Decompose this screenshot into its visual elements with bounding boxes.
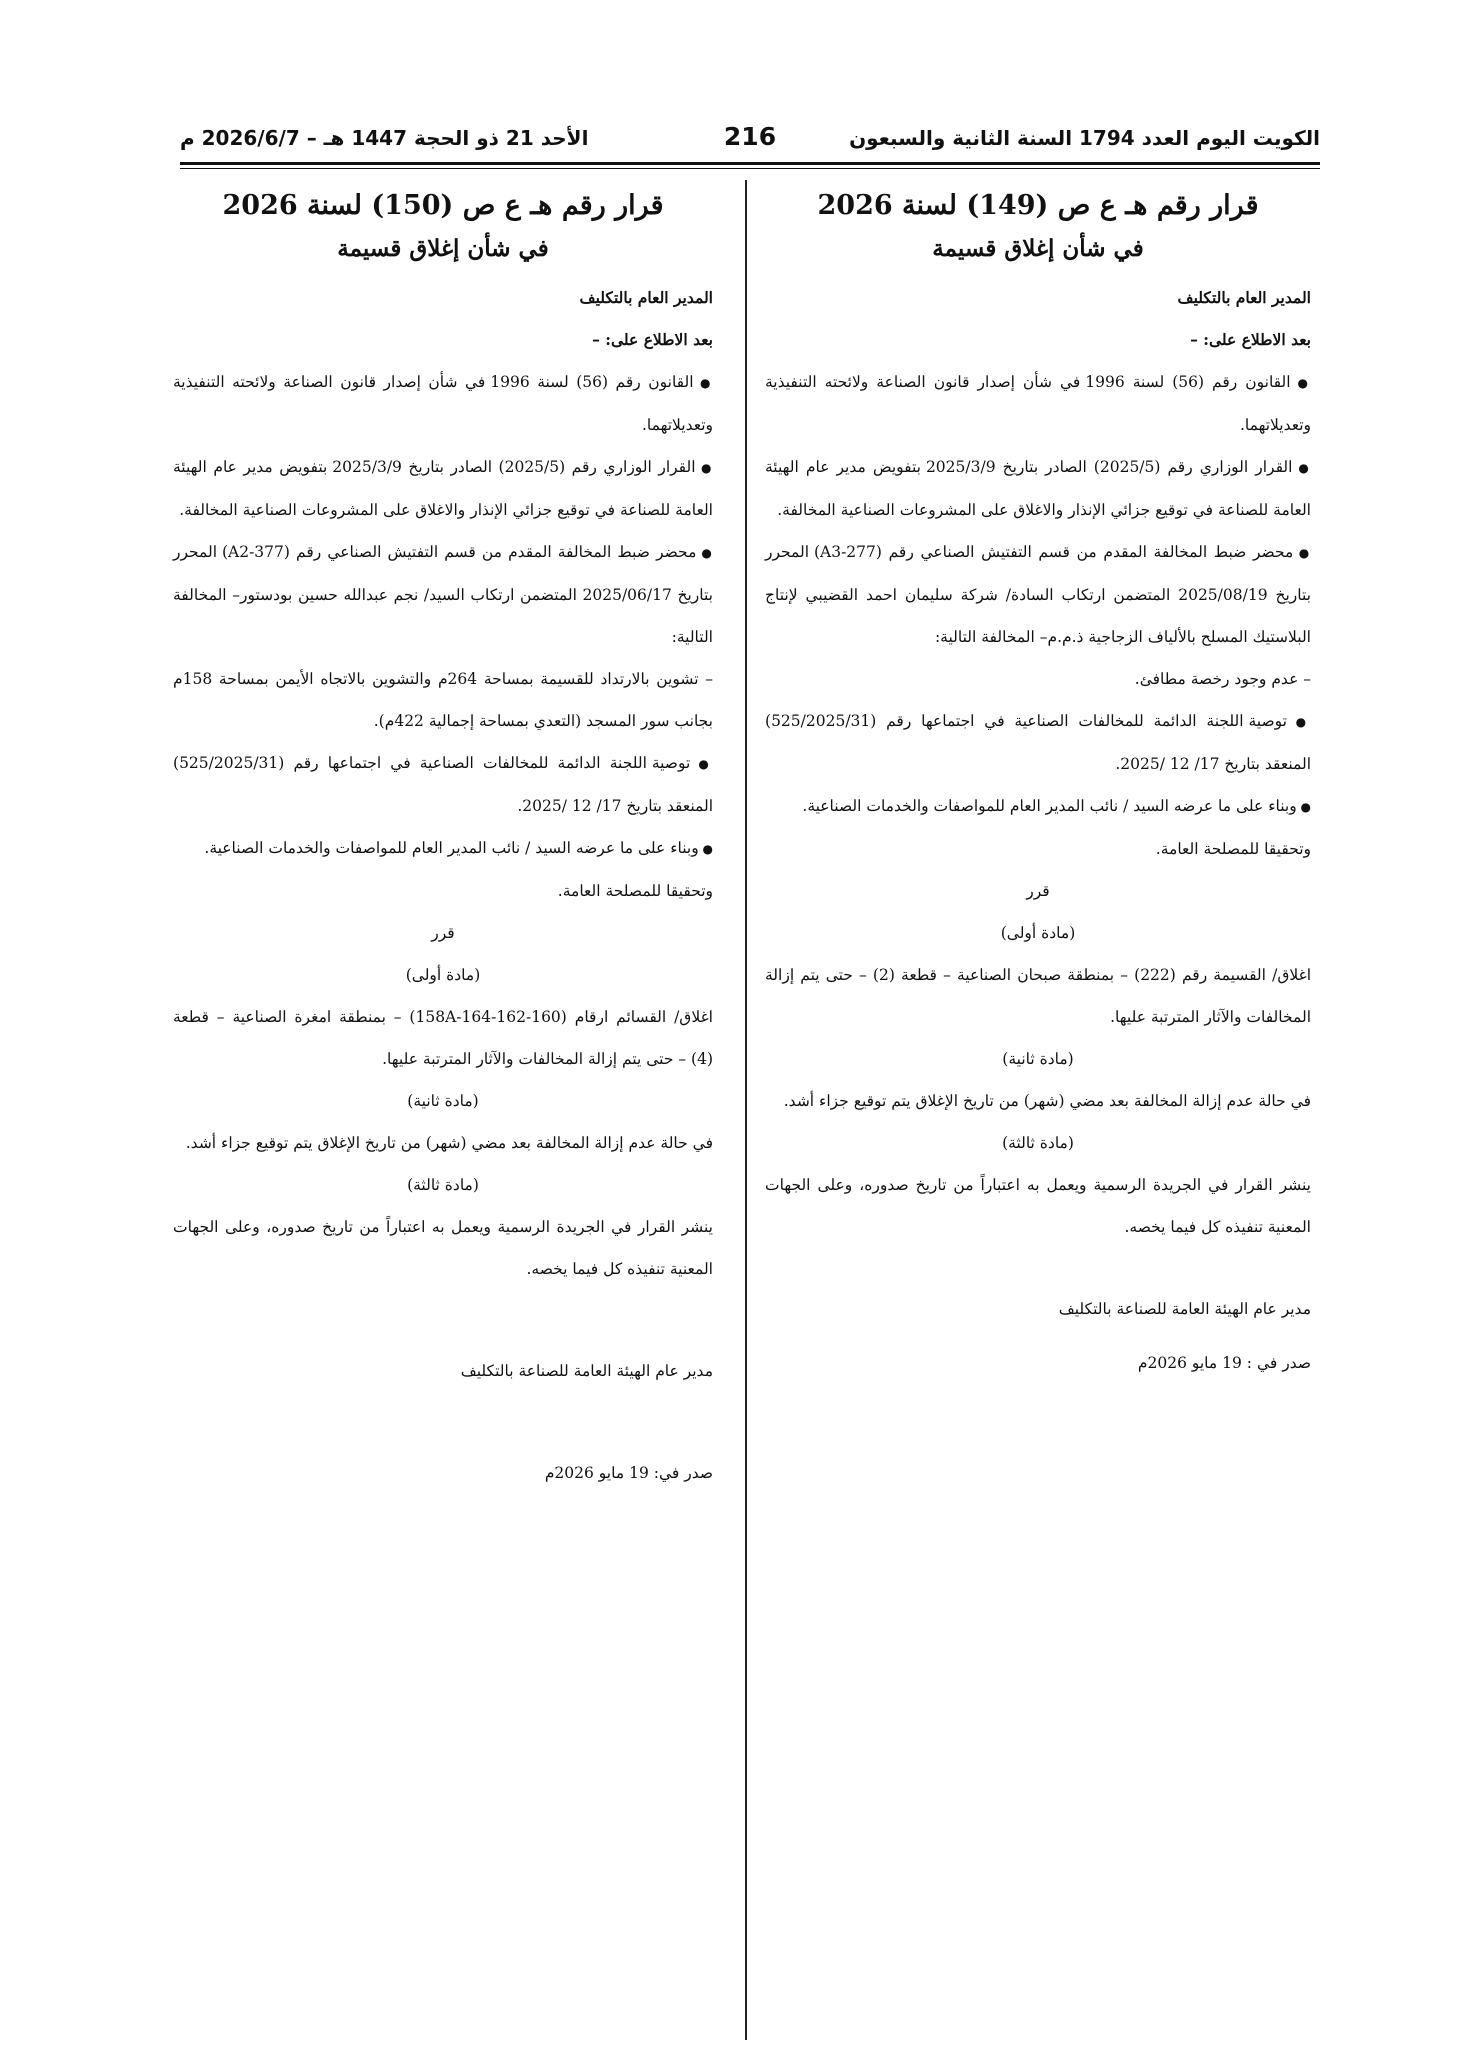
- decision-149-bullet-5: ● وبناء على ما عرضه السيد / نائب المدير العام للمواصفات والخدمات الصناعية.: [765, 785, 1311, 828]
- decision-149-bullet-1: ● القانون رقم (56) لسنة 1996 في شأن إصدار قانون الصناعة ولائحته التنفيذية وتعديلاتهما.: [765, 361, 1311, 446]
- header-rule: [180, 162, 1320, 165]
- header-rule-thin: [180, 168, 1320, 169]
- decision-149-title: قرار رقم هـ ع ص (149) لسنة 2026: [817, 190, 1259, 221]
- decision-149-bullet-2: ● القرار الوزاري رقم (2025/5) الصادر بتاريخ 2025/3/9 بتفويض مدير عام الهيئة العامة للصناعة في توقيع جزائي الإنذار والاغلاق على المشروعات الصناعية المخالفة.: [765, 446, 1311, 531]
- decision-149-article-2: في حالة عدم إزالة المخالفة بعد مضي (شهر) من تاريخ الإغلاق يتم توقيع جزاء أشد.: [783, 1092, 1311, 1110]
- decision-150-bullet-3: ● محضر ضبط المخالفة المقدم من قسم التفتيش الصناعي رقم (A2-377) المحرر بتاريخ 2025/06/17 المتضمن ارتكاب السيد/ نجم عبدالله حسين بودستور– المخالفة التالية:: [173, 531, 713, 658]
- decision-150-article-3-heading: (مادة ثالثة): [407, 1176, 479, 1194]
- decision-150-article-1: اغلاق/ القسائم ارقام (160-162-164-158A) – بمنطقة امغرة الصناعية – قطعة (4) – حتى يتم إزالة المخالفات والآثار المترتبة عليها.: [173, 1008, 713, 1068]
- decision-149-article-2-heading: (مادة ثانية): [1002, 1050, 1074, 1068]
- column-divider: [745, 180, 747, 2040]
- decision-150-preamble: بعد الاطلاع على: –: [592, 330, 713, 349]
- decision-149-violation: – عدم وجود رخصة مطافئ.: [1134, 670, 1311, 688]
- decision-150-public-interest: وتحقيقا للمصلحة العامة.: [557, 882, 713, 900]
- decision-150-issue-date: صدر في: 19 مايو 2026م: [544, 1464, 713, 1482]
- decision-149-bullet-3: ● محضر ضبط المخالفة المقدم من قسم التفتيش الصناعي رقم (A3-277) المحرر بتاريخ 2025/08/19 المتضمن ارتكاب السادة/ شركة سليمان احمد القضيبي لإنتاج البلاستيك المسلح بالألياف الزجاجية ذ.م.م– المخالفة التالية:: [765, 531, 1311, 658]
- decision-150-bullet-4: ● توصية اللجنة الدائمة للمخالفات الصناعية في اجتماعها رقم (525/2025/31) المنعقد بتاريخ 17/ 12 /2025.: [173, 742, 713, 827]
- decision-149-issuer: المدير العام بالتكليف: [1177, 288, 1311, 307]
- decision-150-violation: – تشوين بالارتداد للقسيمة بمساحة 264م والتشوين بالاتجاه الأيمن بمساحة 158م بجانب سور المسجد (التعدي بمساحة إجمالية 422م).: [173, 670, 713, 730]
- decision-149-article-1-heading: (مادة أولى): [1000, 924, 1076, 942]
- header-publication-info: الكويت اليوم العدد 1794 السنة الثانية والسبعون: [849, 126, 1320, 150]
- decision-150-issuer: المدير العام بالتكليف: [579, 288, 713, 307]
- decision-150-title: قرار رقم هـ ع ص (150) لسنة 2026: [222, 190, 664, 221]
- decision-150-article-2-heading: (مادة ثانية): [407, 1092, 479, 1110]
- header-date: الأحد 21 ذو الحجة 1447 هـ – 2026/6/7 م: [180, 126, 589, 150]
- decision-149-subtitle: في شأن إغلاق قسيمة: [932, 235, 1144, 262]
- decision-149-column: [765, 185, 1311, 1384]
- decision-150-article-1-heading: (مادة أولى): [405, 966, 481, 984]
- decision-149-bullet-4: ● توصية اللجنة الدائمة للمخالفات الصناعية في اجتماعها رقم (525/2025/31) المنعقد بتاريخ 17/ 12 /2025.: [765, 700, 1311, 785]
- page-header: [180, 120, 1320, 156]
- decision-150-article-2: في حالة عدم إزالة المخالفة بعد مضي (شهر) من تاريخ الإغلاق يتم توقيع جزاء أشد.: [185, 1134, 713, 1152]
- decision-149-decided: قرر: [1026, 882, 1050, 900]
- decision-150-bullet-2: ● القرار الوزاري رقم (2025/5) الصادر بتاريخ 2025/3/9 بتفويض مدير عام الهيئة العامة للصناعة في توقيع جزائي الإنذار والاغلاق على المشروعات الصناعية المخالفة.: [173, 446, 713, 531]
- decision-149-article-3: ينشر القرار في الجريدة الرسمية ويعمل به اعتباراً من تاريخ صدوره، وعلى الجهات المعنية تنفيذه كل فيما يخصه.: [765, 1176, 1311, 1236]
- decision-149-issue-date: صدر في : 19 مايو 2026م: [1137, 1354, 1311, 1372]
- decision-150-article-3: ينشر القرار في الجريدة الرسمية ويعمل به اعتباراً من تاريخ صدوره، وعلى الجهات المعنية تنفيذه كل فيما يخصه.: [173, 1218, 713, 1278]
- decision-150-decided: قرر: [431, 924, 455, 942]
- decision-150-column: [173, 185, 713, 1494]
- decision-149-article-1: اغلاق/ القسيمة رقم (222) – بمنطقة صبحان الصناعية – قطعة (2) – حتى يتم إزالة المخالفات والآثار المترتبة عليها.: [765, 966, 1312, 1026]
- decision-150-subtitle: في شأن إغلاق قسيمة: [337, 235, 549, 262]
- decision-149-public-interest: وتحقيقا للمصلحة العامة.: [1155, 840, 1311, 858]
- decision-149-article-3-heading: (مادة ثالثة): [1002, 1134, 1074, 1152]
- decision-150-signature: مدير عام الهيئة العامة للصناعة بالتكليف: [460, 1362, 713, 1380]
- decision-150-bullet-1: ● القانون رقم (56) لسنة 1996 في شأن إصدار قانون الصناعة ولائحته التنفيذية وتعديلاتهما.: [173, 361, 713, 446]
- decision-150-bullet-5: ● وبناء على ما عرضه السيد / نائب المدير العام للمواصفات والخدمات الصناعية.: [173, 827, 713, 870]
- decision-149-signature: مدير عام الهيئة العامة للصناعة بالتكليف: [1058, 1300, 1311, 1318]
- page-number: 216: [723, 122, 777, 151]
- decision-149-preamble: بعد الاطلاع على: –: [1190, 330, 1311, 349]
